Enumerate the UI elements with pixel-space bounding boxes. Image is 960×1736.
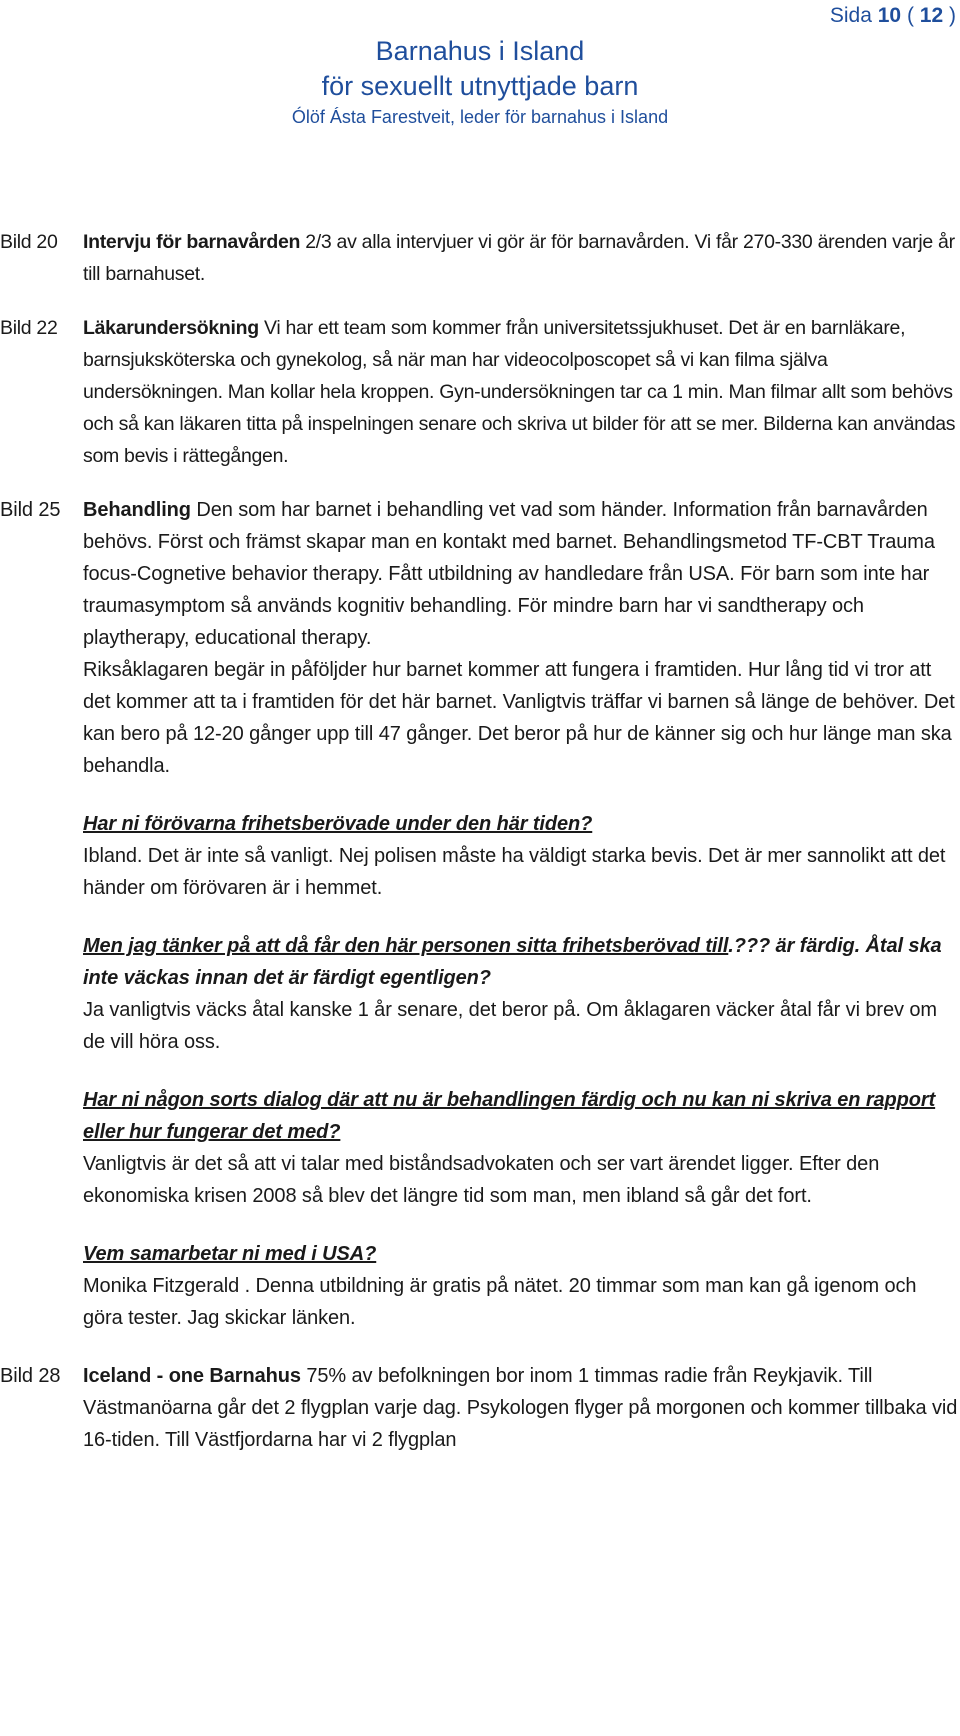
entry-title: Läkarundersökning [83, 317, 259, 339]
answer: Monika Fitzgerald . Denna utbildning är gratis på nätet. 20 timmar som man kan gå igenom och göra tester. Jag skickar länken. [83, 1275, 917, 1329]
entry-paragraph: Riksåklagaren begär in påföljder hur barnet kommer att fungera i framtiden. Hur lång tid vi tror att det kommer att ta i framtiden för det här barnet. Vanligtvis träffar vi barnen så länge de behöver. Det kan bero på 12-20 gånger upp till 47 gånger. Det beror på hur de känner sig och hur länge man ska behandla. [83, 659, 955, 777]
entry-text: Den som har barnet i behandling vet vad som händer. Information från barnavården behövs. Först och främst skapar man en kontakt med barnet. Behandlingsmetod TF-CBT Trauma focus-Cognetive behavior therapy. Fått utbildning av handledare från USA. För barn som inte har traumasymptom så används kognitiv behandling. För mindre barn har vi sandtherapy och playtherapy, educational therapy. [83, 499, 935, 649]
entry-text: 75% av befolkningen bor inom 1 timmas radie från Reykjavik. Till Västmanöarna går det 2 flygplan varje dag. Psykologen flyger på morgonen och kommer tillbaka vid 16-tiden. Till Västfjordarna har vi 2 flygplan [83, 1365, 958, 1451]
entry-title: Behandling [83, 499, 191, 521]
entry-bild-20 [0, 226, 960, 290]
slide-label: Bild 22 [0, 317, 58, 339]
header-author: Ólöf Ásta Farestveit, leder för barnahus i Island [291, 107, 669, 127]
header-title: Barnahus i Island [375, 36, 585, 66]
document-body [0, 226, 960, 1456]
question: Men jag tänker på att då får den här personen sitta frihetsberövad till.??? är färdig. Åtal ska inte väckas innan det är färdigt egentligen? [83, 935, 942, 989]
entry-bild-28 [0, 1360, 960, 1456]
slide-label: Bild 28 [0, 1365, 61, 1387]
answer: Ibland. Det är inte så vanligt. Nej polisen måste ha väldigt starka bevis. Det är mer sannolikt att det händer om förövaren är i hemmet. [83, 845, 946, 899]
entry-text: 2/3 av alla intervjuer vi gör är för barnavården. Vi får 270-330 ärenden varje år till barnahuset. [83, 231, 955, 285]
page-number: Sida 10 ( 12 ) [829, 4, 956, 27]
entry-text: Vi har ett team som kommer från universitetssjukhuset. Det är en barnläkare, barnsjuksköterska och gynekolog, så när man har videocolposcopet så vi kan filma själva undersökningen. Man kollar hela kroppen. Gyn-undersökningen tar ca 1 min. Man filmar allt som behövs och så kan läkaren titta på inspelningen senare och skriva ut bilder för att se mer. Bilderna kan användas som bevis i rättegången. [83, 317, 956, 467]
document-header [0, 34, 960, 130]
qa-block-1 [83, 808, 960, 904]
qa-block-4 [83, 1238, 960, 1334]
question: Har ni någon sorts dialog där att nu är behandlingen färdig och nu kan ni skriva en rapport eller hur fungerar det med? [83, 1089, 936, 1143]
question: Vem samarbetar ni med i USA? [83, 1243, 377, 1265]
answer: Ja vanligtvis väcks åtal kanske 1 år senare, det beror på. Om åklagaren väcker åtal får vi brev om de vill höra oss. [83, 999, 937, 1053]
entry-bild-25 [0, 494, 960, 782]
answer: Vanligtvis är det så att vi talar med biståndsadvokaten och ser vart ärendet ligger. Efter den ekonomiska krisen 2008 så blev det längre tid som man, men ibland så går det fort. [83, 1153, 880, 1207]
slide-label: Bild 25 [0, 499, 61, 521]
header-subtitle: för sexuellt utnyttjade barn [321, 71, 639, 101]
qa-block-3 [83, 1084, 960, 1212]
entry-title: Iceland - one Barnahus [83, 1365, 301, 1387]
entry-bild-22 [0, 312, 960, 472]
qa-block-2 [83, 930, 960, 1058]
question: Har ni förövarna frihetsberövade under den här tiden? [83, 813, 593, 835]
slide-label: Bild 20 [0, 231, 58, 253]
entry-title: Intervju för barnavården [83, 231, 301, 253]
